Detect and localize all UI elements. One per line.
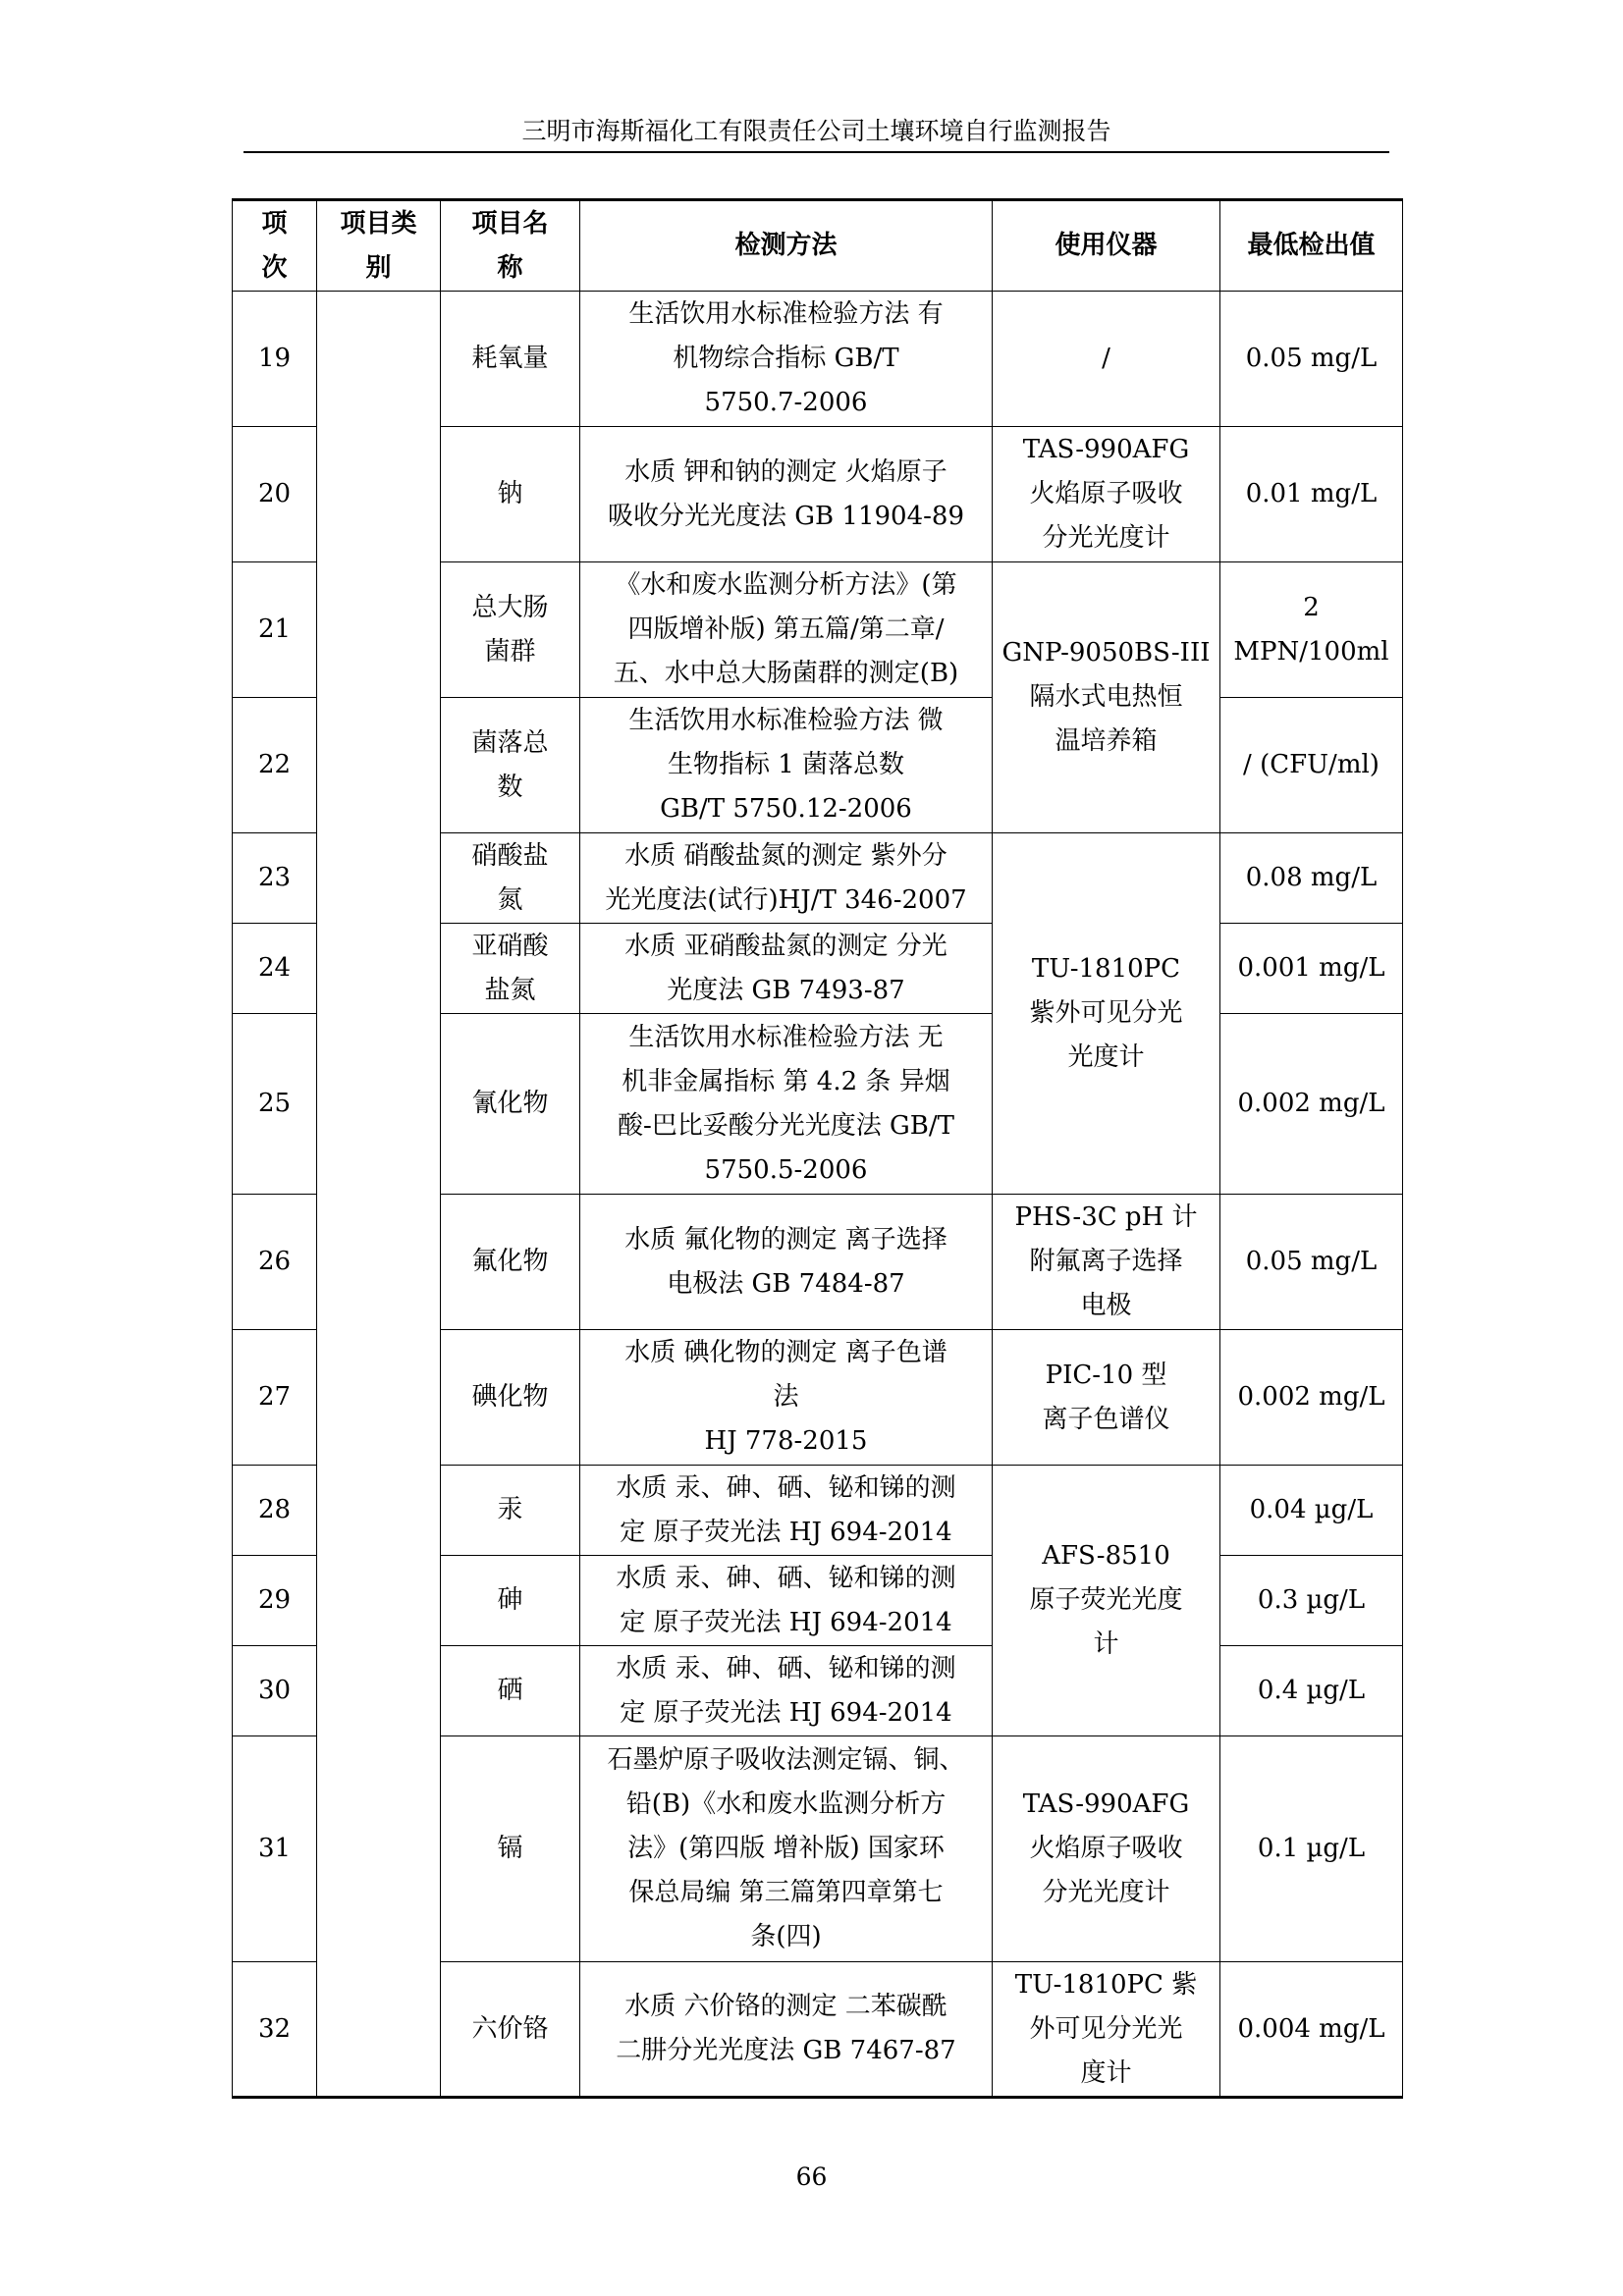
row-instrument: TAS-990AFG 火焰原子吸收 分光光度计 [993,1736,1220,1962]
row-instrument: / [993,292,1220,427]
row-detection-limit: 0.01 mg/L [1220,427,1403,562]
row-detection-limit: 0.08 mg/L [1220,833,1403,924]
method-table [232,198,1403,2099]
row-method: 生活饮用水标准检验方法 微 生物指标 1 菌落总数 GB/T 5750.12-2006 [580,698,993,833]
row-detection-limit: 0.1 µg/L [1220,1736,1403,1962]
row-detection-limit: 0.05 mg/L [1220,1195,1403,1330]
row-no: 32 [233,1962,317,2098]
row-method: 水质 汞、砷、硒、铋和锑的测 定 原子荧光法 HJ 694-2014 [580,1466,993,1556]
row-no: 23 [233,833,317,924]
row-detection-limit: 0.4 µg/L [1220,1646,1403,1736]
instrument-uv-spectrophotometer: TU-1810PC 紫外可见分光 光度计 [993,833,1220,1195]
row-method: 《水和废水监测分析方法》(第 四版增补版) 第五篇/第二章/ 五、水中总大肠菌群的测定(B) [580,562,993,698]
row-detection-limit: 2 MPN/100ml [1220,562,1403,698]
row-item-name: 硒 [441,1646,580,1736]
row-item-name: 碘化物 [441,1330,580,1466]
row-item-name: 汞 [441,1466,580,1556]
table-row [233,292,1403,427]
row-detection-limit: 0.002 mg/L [1220,1014,1403,1195]
row-no: 27 [233,1330,317,1466]
row-detection-limit: 0.05 mg/L [1220,292,1403,427]
row-no: 26 [233,1195,317,1330]
row-item-name: 六价铬 [441,1962,580,2098]
row-method: 水质 碘化物的测定 离子色谱 法 HJ 778-2015 [580,1330,993,1466]
row-detection-limit: 0.001 mg/L [1220,924,1403,1014]
row-no: 20 [233,427,317,562]
row-method: 水质 六价铬的测定 二苯碳酰 二肼分光光度法 GB 7467-87 [580,1962,993,2098]
header-item-name: 项目名 称 [441,200,580,292]
row-method: 生活饮用水标准检验方法 无 机非金属指标 第 4.2 条 异烟 酸-巴比妥酸分光光度法 GB/T 5750.5-2006 [580,1014,993,1195]
row-item-name: 氟化物 [441,1195,580,1330]
page-header: 三明市海斯福化工有限责任公司土壤环境自行监测报告 [521,117,1111,145]
row-item-name: 硝酸盐 氮 [441,833,580,924]
row-item-name: 钠 [441,427,580,562]
row-item-name: 砷 [441,1556,580,1646]
row-item-name: 菌落总 数 [441,698,580,833]
table-header-row [233,200,1403,292]
header-instrument: 使用仪器 [993,200,1220,292]
row-detection-limit: / (CFU/ml) [1220,698,1403,833]
row-item-name: 总大肠 菌群 [441,562,580,698]
row-item-name: 镉 [441,1736,580,1962]
row-no: 22 [233,698,317,833]
row-instrument: TAS-990AFG 火焰原子吸收 分光光度计 [993,427,1220,562]
row-detection-limit: 0.002 mg/L [1220,1330,1403,1466]
row-item-name: 亚硝酸 盐氮 [441,924,580,1014]
header-rule [243,151,1389,153]
instrument-atomic-fluorescence: AFS-8510 原子荧光光度 计 [993,1466,1220,1736]
row-detection-limit: 0.004 mg/L [1220,1962,1403,2098]
row-instrument: PHS-3C pH 计 附氟离子选择 电极 [993,1195,1220,1330]
row-method: 石墨炉原子吸收法测定镉、铜、 铅(B)《水和废水监测分析方 法》(第四版 增补版) 国家环 保总局编 第三篇第四章第七 条(四) [580,1736,993,1962]
row-detection-limit: 0.3 µg/L [1220,1556,1403,1646]
row-detection-limit: 0.04 µg/L [1220,1466,1403,1556]
row-no: 28 [233,1466,317,1556]
instrument-incubator: GNP-9050BS-III 隔水式电热恒 温培养箱 [993,562,1220,833]
page-number: 66 [795,2163,828,2191]
row-instrument: TU-1810PC 紫 外可见分光光 度计 [993,1962,1220,2098]
header-category: 项目类 别 [317,200,441,292]
row-method: 水质 亚硝酸盐氮的测定 分光 光度法 GB 7493-87 [580,924,993,1014]
row-method: 水质 硝酸盐氮的测定 紫外分 光光度法(试行)HJ/T 346-2007 [580,833,993,924]
header-method: 检测方法 [580,200,993,292]
header-detection-limit: 最低检出值 [1220,200,1403,292]
row-item-name: 氰化物 [441,1014,580,1195]
row-method: 水质 氟化物的测定 离子选择 电极法 GB 7484-87 [580,1195,993,1330]
row-no: 24 [233,924,317,1014]
row-no: 30 [233,1646,317,1736]
row-no: 19 [233,292,317,427]
header-no: 项 次 [233,200,317,292]
row-no: 31 [233,1736,317,1962]
row-no: 29 [233,1556,317,1646]
row-method: 生活饮用水标准检验方法 有 机物综合指标 GB/T 5750.7-2006 [580,292,993,427]
row-instrument: PIC-10 型 离子色谱仪 [993,1330,1220,1466]
row-no: 21 [233,562,317,698]
row-method: 水质 汞、砷、硒、铋和锑的测 定 原子荧光法 HJ 694-2014 [580,1556,993,1646]
row-method: 水质 汞、砷、硒、铋和锑的测 定 原子荧光法 HJ 694-2014 [580,1646,993,1736]
row-method: 水质 钾和钠的测定 火焰原子 吸收分光光度法 GB 11904-89 [580,427,993,562]
row-no: 25 [233,1014,317,1195]
row-item-name: 耗氧量 [441,292,580,427]
category-cell [317,292,441,2098]
